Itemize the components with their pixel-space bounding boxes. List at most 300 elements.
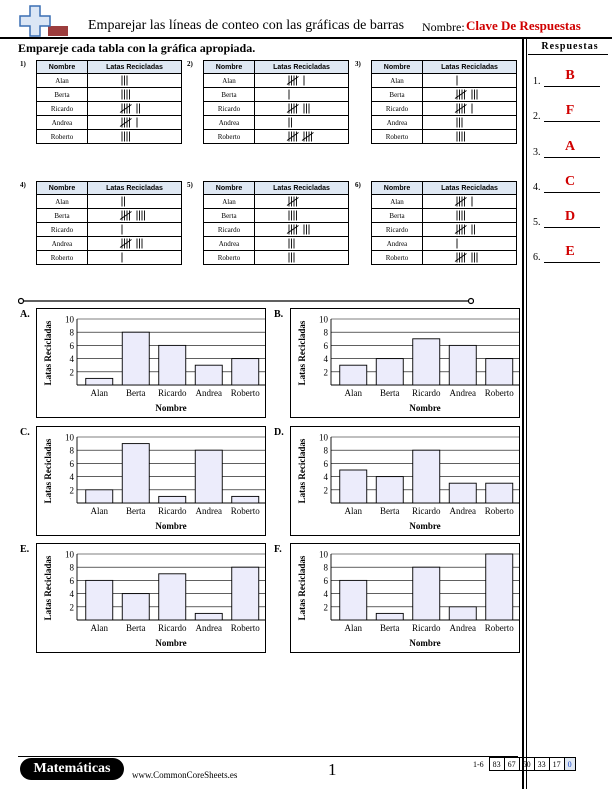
tally-marks [255, 237, 348, 250]
tally-marks [423, 223, 516, 236]
x-axis-title: Nombre [409, 521, 441, 531]
row-name: Roberto [204, 130, 255, 144]
score-range: 1-6 [473, 759, 484, 769]
x-tick-label: Andrea [449, 388, 476, 398]
table-number: 3) [355, 60, 361, 68]
tally-cell [88, 74, 182, 88]
tally-marks [423, 195, 516, 208]
tally-marks [423, 237, 516, 250]
answer-line [544, 86, 600, 87]
tally-marks [255, 130, 348, 143]
y-tick-label: 4 [69, 589, 74, 600]
row-name: Berta [204, 209, 255, 223]
table-row [372, 88, 517, 102]
y-tick-label: 6 [323, 458, 328, 469]
bar [86, 580, 113, 620]
tally-table [36, 181, 182, 265]
column-header-name: Nombre [37, 182, 88, 195]
bar [340, 580, 367, 620]
y-tick-label: 4 [69, 354, 74, 365]
answer-line [544, 227, 600, 228]
table-row [372, 74, 517, 88]
tally-cell [423, 116, 517, 130]
table-row [204, 251, 349, 265]
name-value: Clave De Respuestas [466, 18, 581, 33]
bar [486, 554, 513, 620]
column-header-name: Nombre [372, 182, 423, 195]
tally-cell [88, 88, 182, 102]
table-row [37, 102, 182, 116]
tally-marks [255, 251, 348, 264]
x-tick-label: Roberto [230, 388, 260, 398]
x-tick-label: Roberto [484, 388, 514, 398]
row-name: Berta [37, 209, 88, 223]
table-row [37, 130, 182, 144]
tally-marks [255, 223, 348, 236]
worksheet-title: Emparejar las líneas de conteo con las gráficas de barras [88, 18, 405, 33]
column-header-tally: Latas Recicladas [88, 61, 182, 74]
row-name: Andrea [372, 237, 423, 251]
x-axis-title: Nombre [155, 638, 187, 648]
y-tick-label: 10 [65, 314, 74, 325]
row-name: Alan [37, 195, 88, 209]
row-name: Ricardo [372, 223, 423, 237]
header-rule [0, 37, 612, 39]
x-axis-title: Nombre [155, 521, 187, 531]
score-cell: 17 [549, 758, 564, 771]
tally-marks [423, 130, 516, 143]
bar [340, 470, 367, 503]
answer-value: D [564, 209, 576, 224]
y-axis-title: Latas Recicladas [43, 555, 53, 621]
bar-chart [37, 427, 265, 535]
y-tick-label: 10 [65, 432, 74, 443]
x-tick-label: Andrea [195, 623, 222, 633]
answer-number: 3. [533, 147, 541, 158]
chart-frame [36, 426, 266, 536]
tally-marks [423, 209, 516, 222]
y-axis-title: Latas Recicladas [297, 555, 307, 621]
tally-cell [255, 102, 349, 116]
tally-cell [423, 237, 517, 251]
tally-marks [88, 88, 181, 101]
tally-cell [255, 116, 349, 130]
chart-label: F. [274, 544, 282, 555]
row-name: Alan [372, 74, 423, 88]
table-row [372, 130, 517, 144]
row-name: Ricardo [204, 102, 255, 116]
x-tick-label: Ricardo [158, 506, 187, 516]
tally-cell [88, 237, 182, 251]
x-tick-label: Berta [126, 506, 146, 516]
x-tick-label: Ricardo [158, 388, 187, 398]
y-tick-label: 8 [69, 445, 74, 456]
y-tick-label: 6 [69, 575, 74, 586]
tally-cell [423, 195, 517, 209]
row-name: Roberto [37, 130, 88, 144]
chart-label: D. [274, 427, 284, 438]
bar [413, 339, 440, 385]
x-tick-label: Alan [90, 623, 108, 633]
bar [376, 359, 403, 385]
column-header-tally: Latas Recicladas [255, 61, 349, 74]
table-row [37, 116, 182, 130]
tally-marks [423, 251, 516, 264]
bar [86, 378, 113, 385]
tally-marks [423, 116, 516, 129]
bar [449, 345, 476, 385]
tally-marks [255, 209, 348, 222]
tally-cell [88, 209, 182, 223]
y-tick-label: 6 [69, 458, 74, 469]
row-name: Roberto [37, 251, 88, 265]
answer-value: A [564, 139, 576, 154]
table-number: 2) [187, 60, 193, 68]
name-label: Nombre: [422, 20, 465, 34]
row-name: Alan [37, 74, 88, 88]
row-name: Berta [372, 88, 423, 102]
tally-cell [255, 74, 349, 88]
y-tick-label: 4 [69, 472, 74, 483]
x-tick-label: Roberto [230, 623, 260, 633]
tally-cell [88, 195, 182, 209]
score-cell: 33 [534, 758, 549, 771]
table-row [204, 130, 349, 144]
tally-marks [88, 195, 181, 208]
answer-value: E [565, 244, 575, 259]
table-row [372, 116, 517, 130]
row-name: Ricardo [37, 223, 88, 237]
bar [449, 607, 476, 620]
y-axis-title: Latas Recicladas [297, 438, 307, 504]
y-tick-label: 4 [323, 472, 328, 483]
chart-frame [290, 426, 520, 536]
x-tick-label: Alan [90, 388, 108, 398]
row-name: Ricardo [204, 223, 255, 237]
section-separator [18, 297, 474, 305]
tally-cell [423, 130, 517, 144]
table-row [37, 251, 182, 265]
y-tick-label: 8 [323, 445, 328, 456]
x-tick-label: Ricardo [412, 623, 441, 633]
tally-cell [255, 209, 349, 223]
column-header-name: Nombre [204, 61, 255, 74]
table-row [204, 102, 349, 116]
y-tick-label: 8 [323, 562, 328, 573]
table-row [204, 237, 349, 251]
bar-chart [291, 544, 519, 652]
chart-frame [36, 308, 266, 418]
column-header-name: Nombre [37, 61, 88, 74]
x-tick-label: Roberto [484, 506, 514, 516]
tally-cell [88, 130, 182, 144]
x-tick-label: Berta [380, 506, 400, 516]
table-row [37, 195, 182, 209]
instructions: Empareje cada tabla con la gráfica apropiada. [18, 41, 256, 55]
x-tick-label: Roberto [230, 506, 260, 516]
brand-badge: Matemáticas [20, 758, 124, 780]
x-tick-label: Andrea [449, 623, 476, 633]
column-header-tally: Latas Recicladas [423, 182, 517, 195]
answers-title: Respuestas [541, 41, 599, 52]
table-row [372, 209, 517, 223]
table-number: 5) [187, 181, 193, 189]
answer-line [544, 121, 600, 122]
tally-cell [88, 251, 182, 265]
tally-marks [88, 74, 181, 87]
bar [376, 477, 403, 503]
bar [159, 574, 186, 620]
site-url: www.CommonCoreSheets.es [132, 770, 238, 780]
row-name: Alan [372, 195, 423, 209]
x-tick-label: Andrea [195, 388, 222, 398]
answers-title-rule [528, 54, 608, 55]
x-tick-label: Alan [344, 623, 362, 633]
bar [195, 613, 222, 620]
chart-frame [290, 543, 520, 653]
answer-number: 1. [533, 76, 541, 87]
score-cell: 0 [564, 758, 575, 771]
bar [340, 365, 367, 385]
score-cell: 50 [519, 758, 534, 771]
bar [449, 483, 476, 503]
y-tick-label: 10 [319, 314, 328, 325]
y-tick-label: 10 [65, 549, 74, 560]
row-name: Andrea [204, 237, 255, 251]
row-name: Berta [204, 88, 255, 102]
chart-label: B. [274, 309, 284, 320]
bar [122, 332, 149, 385]
answer-value: B [565, 68, 575, 83]
tally-marks [423, 102, 516, 115]
table-row [372, 195, 517, 209]
tally-table [371, 181, 517, 265]
row-name: Andrea [37, 237, 88, 251]
tally-cell [423, 102, 517, 116]
answer-line [544, 262, 600, 263]
tally-marks [88, 251, 181, 264]
tally-marks [423, 88, 516, 101]
answer-number: 5. [533, 217, 541, 228]
table-row [204, 74, 349, 88]
column-header-tally: Latas Recicladas [255, 182, 349, 195]
bar [413, 567, 440, 620]
y-axis-title: Latas Recicladas [43, 320, 53, 386]
row-name: Andrea [372, 116, 423, 130]
row-name: Ricardo [372, 102, 423, 116]
page-number: 1 [328, 760, 337, 779]
answer-value: C [564, 174, 576, 189]
tally-marks [423, 74, 516, 87]
bar [195, 450, 222, 503]
bar-chart [37, 309, 265, 417]
y-tick-label: 2 [323, 367, 328, 378]
x-tick-label: Alan [344, 506, 362, 516]
bar-chart [37, 544, 265, 652]
tally-marks [255, 102, 348, 115]
x-tick-label: Ricardo [412, 506, 441, 516]
tally-marks [255, 195, 348, 208]
table-row [37, 209, 182, 223]
table-row [372, 102, 517, 116]
tally-marks [88, 116, 181, 129]
tally-table [371, 60, 517, 144]
table-row [37, 237, 182, 251]
x-tick-label: Alan [90, 506, 108, 516]
bar [232, 359, 259, 385]
tally-table [203, 60, 349, 144]
tally-marks [255, 74, 348, 87]
bar [232, 567, 259, 620]
footer-rule [18, 756, 518, 757]
answer-value: F [565, 103, 575, 118]
table-row [204, 88, 349, 102]
bar [486, 483, 513, 503]
y-tick-label: 4 [323, 354, 328, 365]
row-name: Alan [204, 74, 255, 88]
answer-column-border [522, 37, 524, 789]
y-tick-label: 6 [323, 340, 328, 351]
table-row [204, 195, 349, 209]
bar [413, 450, 440, 503]
tally-marks [88, 102, 181, 115]
y-tick-label: 10 [319, 549, 328, 560]
tally-marks [255, 116, 348, 129]
tally-cell [423, 74, 517, 88]
y-tick-label: 2 [69, 367, 74, 378]
x-axis-title: Nombre [155, 403, 187, 413]
table-row [37, 88, 182, 102]
bar [122, 444, 149, 503]
tally-marks [88, 130, 181, 143]
chart-frame [290, 308, 520, 418]
row-name: Berta [372, 209, 423, 223]
x-tick-label: Alan [344, 388, 362, 398]
y-tick-label: 2 [323, 485, 328, 496]
y-tick-label: 8 [323, 327, 328, 338]
bar [159, 496, 186, 503]
tally-marks [88, 223, 181, 236]
tally-cell [255, 195, 349, 209]
tally-cell [423, 209, 517, 223]
bar [232, 496, 259, 503]
row-name: Roberto [372, 130, 423, 144]
bar [86, 490, 113, 503]
row-name: Andrea [37, 116, 88, 130]
table-row [204, 209, 349, 223]
table-number: 6) [355, 181, 361, 189]
answer-column-border-inner [526, 37, 527, 789]
y-tick-label: 2 [69, 485, 74, 496]
row-name: Alan [204, 195, 255, 209]
table-row [37, 223, 182, 237]
column-header-tally: Latas Recicladas [423, 61, 517, 74]
bar-chart [291, 427, 519, 535]
score-table [470, 757, 576, 771]
y-tick-label: 2 [69, 602, 74, 613]
plus-logo-icon [18, 4, 68, 38]
tally-cell [88, 116, 182, 130]
table-row [372, 237, 517, 251]
row-name: Roberto [372, 251, 423, 265]
x-tick-label: Andrea [195, 506, 222, 516]
tally-marks [88, 237, 181, 250]
tally-marks [88, 209, 181, 222]
row-name: Ricardo [37, 102, 88, 116]
y-tick-label: 8 [69, 327, 74, 338]
y-axis-title: Latas Recicladas [43, 438, 53, 504]
y-tick-label: 6 [323, 575, 328, 586]
tally-marks [255, 88, 348, 101]
answer-number: 2. [533, 111, 541, 122]
answer-line [544, 157, 600, 158]
chart-label: E. [20, 544, 30, 555]
tally-cell [255, 237, 349, 251]
y-axis-title: Latas Recicladas [297, 320, 307, 386]
bar [159, 345, 186, 385]
table-row [372, 223, 517, 237]
chart-frame [36, 543, 266, 653]
y-tick-label: 6 [69, 340, 74, 351]
bar [486, 359, 513, 385]
tally-cell [255, 223, 349, 237]
table-row [204, 223, 349, 237]
x-tick-label: Berta [126, 623, 146, 633]
bar [122, 594, 149, 620]
column-header-name: Nombre [204, 182, 255, 195]
y-tick-label: 10 [319, 432, 328, 443]
row-name: Berta [37, 88, 88, 102]
tally-table [203, 181, 349, 265]
table-number: 1) [20, 60, 26, 68]
x-tick-label: Ricardo [412, 388, 441, 398]
table-row [37, 74, 182, 88]
y-tick-label: 8 [69, 562, 74, 573]
column-header-tally: Latas Recicladas [88, 182, 182, 195]
y-tick-label: 2 [323, 602, 328, 613]
x-axis-title: Nombre [409, 403, 441, 413]
tally-cell [423, 251, 517, 265]
chart-label: A. [20, 309, 30, 320]
x-tick-label: Berta [380, 623, 400, 633]
answer-number: 6. [533, 252, 541, 263]
x-tick-label: Ricardo [158, 623, 187, 633]
tally-cell [255, 88, 349, 102]
chart-label: C. [20, 427, 30, 438]
answer-line [544, 192, 600, 193]
answer-number: 4. [533, 182, 541, 193]
x-axis-title: Nombre [409, 638, 441, 648]
bar-chart [291, 309, 519, 417]
row-name: Roberto [204, 251, 255, 265]
table-row [204, 116, 349, 130]
tally-cell [255, 251, 349, 265]
row-name: Andrea [204, 116, 255, 130]
bar [195, 365, 222, 385]
x-tick-label: Berta [380, 388, 400, 398]
y-tick-label: 4 [323, 589, 328, 600]
score-cell: 83 [489, 758, 504, 771]
x-tick-label: Andrea [449, 506, 476, 516]
bar [376, 613, 403, 620]
tally-cell [423, 88, 517, 102]
tally-cell [423, 223, 517, 237]
tally-table [36, 60, 182, 144]
score-cell: 67 [504, 758, 519, 771]
x-tick-label: Roberto [484, 623, 514, 633]
tally-cell [255, 130, 349, 144]
table-row [372, 251, 517, 265]
